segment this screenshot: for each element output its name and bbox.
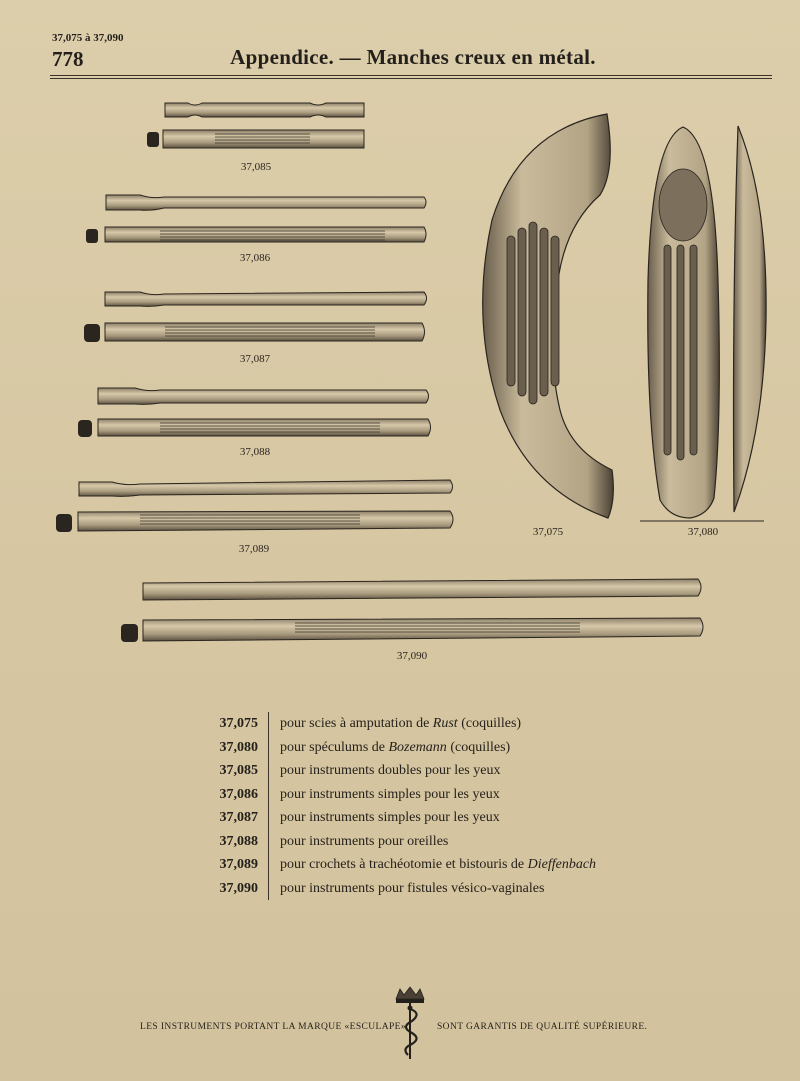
- legend-row: [180, 783, 596, 807]
- catalog-range: 37,075 à 37,090: [52, 32, 124, 44]
- legend-description: pour instruments simples pour les yeux: [280, 786, 500, 802]
- legend-row: [180, 712, 596, 736]
- legend-row: [180, 736, 596, 760]
- footer-right-text: SONT GARANTIS DE QUALITÉ SUPÉRIEURE.: [437, 1022, 648, 1032]
- caption-37075: 37,075: [532, 526, 564, 538]
- figure-37085: [147, 103, 364, 173]
- page-number: 778: [52, 47, 84, 71]
- figure-37090: [121, 579, 703, 662]
- caption-37086: 37,086: [239, 252, 271, 264]
- figure-37086: [86, 195, 426, 264]
- figure-37088: [78, 388, 431, 458]
- legend-description: pour crochets à trachéotomie et bistouris de Dieffenbach: [280, 857, 597, 872]
- figure-37089: [56, 480, 453, 555]
- caption-37089: 37,089: [238, 543, 270, 555]
- caption-37085: 37,085: [240, 161, 272, 173]
- figure-37080: [640, 126, 766, 538]
- legend-description: pour scies à amputation de Rust (coquilles): [280, 716, 522, 731]
- legend-number: 37,086: [180, 783, 269, 807]
- caption-37080: 37,080: [687, 526, 719, 538]
- legend-description: pour instruments pour oreilles: [280, 833, 449, 849]
- legend-number: 37,085: [180, 759, 269, 783]
- legend-number: 37,087: [180, 806, 269, 830]
- legend-description: pour instruments simples pour les yeux: [280, 810, 500, 825]
- legend-number: 37,080: [180, 736, 269, 760]
- footer-left-text: LES INSTRUMENTS PORTANT LA MARQUE «ESCULAPE»: [140, 1022, 407, 1032]
- legend-row: [180, 853, 596, 877]
- caption-37087: 37,087: [239, 353, 271, 365]
- caption-37090: 37,090: [396, 650, 428, 662]
- caption-37088: 37,088: [239, 446, 271, 458]
- legend-row: [180, 830, 596, 854]
- figure-37087: [84, 292, 427, 365]
- legend-description: pour instruments doubles pour les yeux: [280, 763, 501, 778]
- legend-row: [180, 759, 596, 783]
- esculape-crown-logo-icon: [390, 985, 430, 1063]
- legend-number: 37,089: [180, 853, 269, 877]
- legend-table: [180, 712, 596, 900]
- page-title: Appendice. — Manches creux en métal.: [230, 45, 596, 69]
- figure-37075: [483, 114, 614, 538]
- legend-description: pour spéculums de Bozemann (coquilles): [280, 739, 511, 755]
- legend-number: 37,088: [180, 830, 269, 854]
- legend-row: [180, 877, 596, 901]
- legend-number: 37,075: [180, 712, 269, 736]
- legend-description: pour instruments pour fistules vésico-vaginales: [280, 880, 545, 896]
- legend-number: 37,090: [180, 877, 269, 901]
- legend-row: [180, 806, 596, 830]
